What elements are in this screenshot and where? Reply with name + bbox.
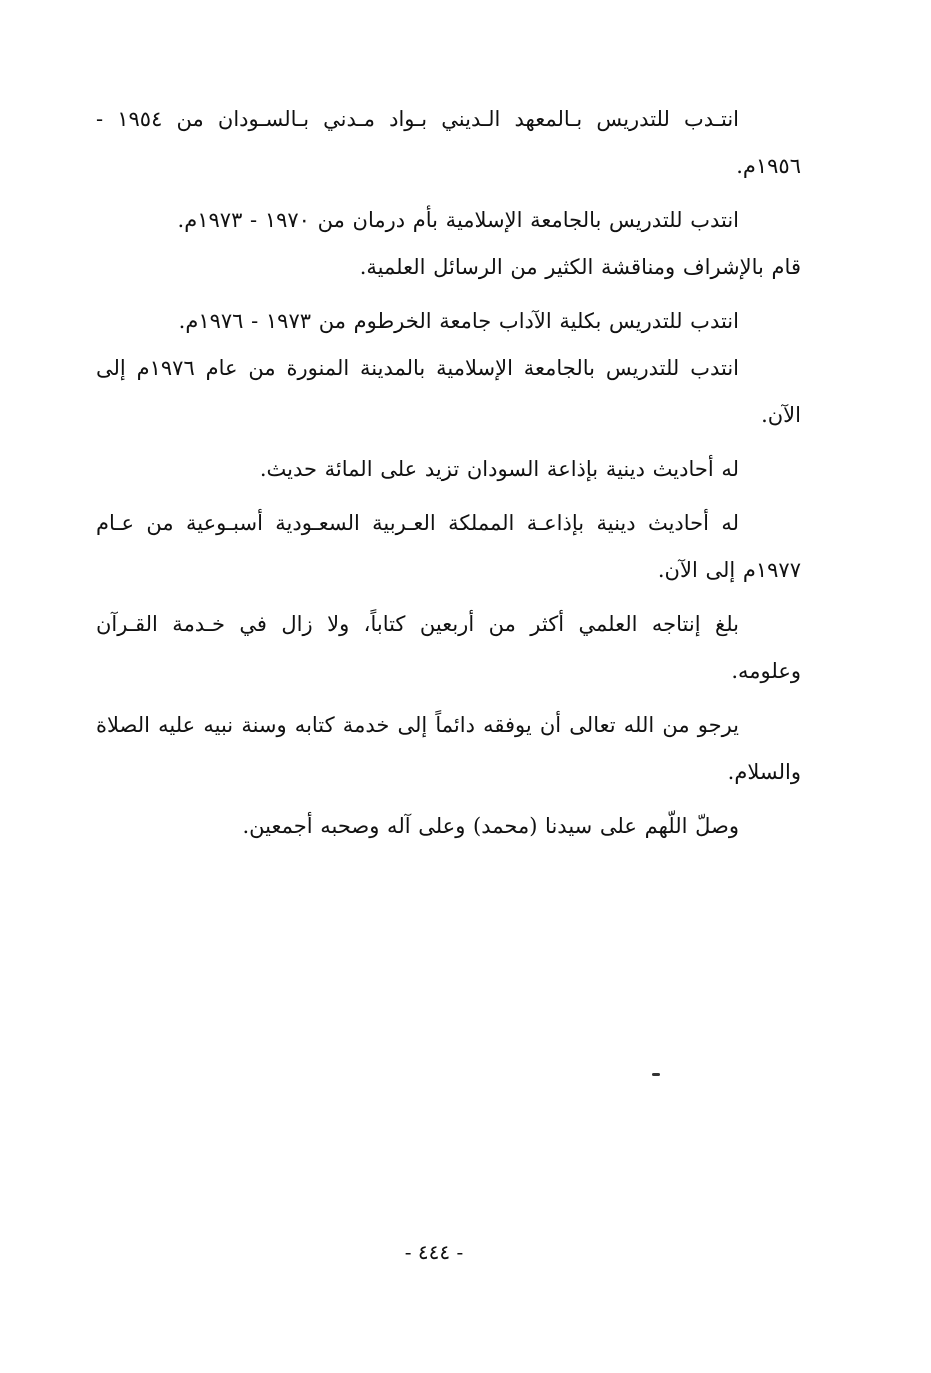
biography-text bbox=[96, 96, 801, 857]
paragraph-teaching-wad-madani: انتـدب للتدريس بـالمعهد الـديني بـواد مـدني بـالسـودان من ١٩٥٤ - ١٩٥٦م. bbox=[96, 107, 801, 178]
paragraph-supervision: قام بالإشراف ومناقشة الكثير من الرسائل العلمية. bbox=[359, 255, 801, 279]
paragraph-teaching-medina: انتدب للتدريس بالجامعة الإسلامية بالمدينة المنورة من عام ١٩٧٦م إلى الآن. bbox=[96, 356, 801, 427]
page-number: - ٤٤٤ - bbox=[404, 1240, 464, 1264]
paragraph-teaching-khartoum: انتدب للتدريس بكلية الآداب جامعة الخرطوم من ١٩٧٣ - ١٩٧٦م. bbox=[178, 309, 739, 333]
paragraph-sudan-radio: له أحاديث دينية بإذاعة السودان تزيد على المائة حديث. bbox=[259, 457, 739, 481]
ink-speck bbox=[652, 1073, 660, 1076]
paragraph-scholarly-output: بلغ إنتاجه العلمي أكثر من أربعين كتاباً، ولا زال في خـدمة القـرآن وعلومه. bbox=[96, 612, 801, 683]
paragraph-closing-blessing: وصلّ اللّهم على سيدنا (محمد) وعلى آله وصحبه أجمعين. bbox=[242, 814, 739, 838]
paragraph-prayer: يرجو من الله تعالى أن يوفقه دائماً إلى خدمة كتابه وسنة نبيه عليه الصلاة والسلام. bbox=[96, 713, 801, 784]
paragraph-saudi-radio: له أحاديث دينية بإذاعـة المملكة العـربية السعـودية أسبـوعية من عـام ١٩٧٧م إلى الآن. bbox=[96, 511, 801, 582]
paragraph-teaching-omdurman: انتدب للتدريس بالجامعة الإسلامية بأم درمان من ١٩٧٠ - ١٩٧٣م. bbox=[177, 208, 739, 232]
